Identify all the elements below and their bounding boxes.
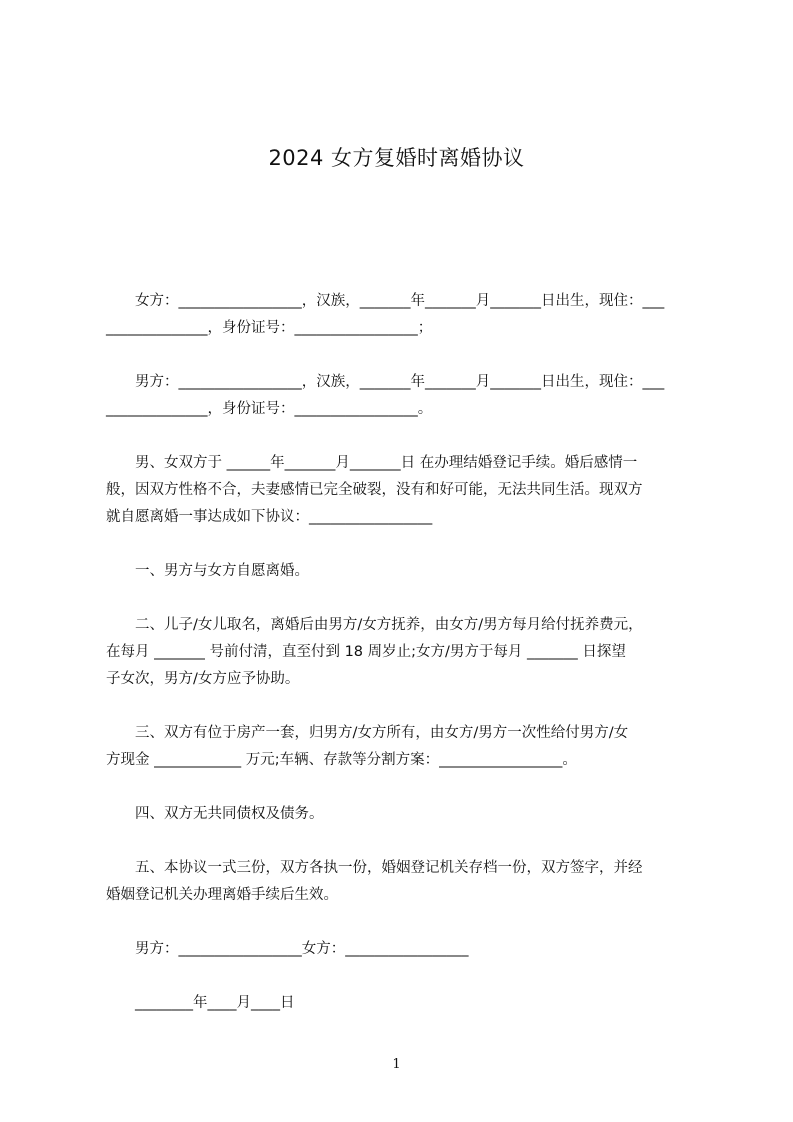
male-party-line-2: ______________，身份证号：_________________。 — [106, 401, 433, 417]
clause-1-line-1: 一、男方与女方自愿离婚。 — [106, 563, 309, 579]
signature-line: 男方：_________________女方：_________________ — [106, 941, 469, 957]
clause-4-line-1: 四、双方无共同债权及债务。 — [106, 806, 324, 822]
clause-3-line-2: 方现金 ____________ 万元;车辆、存款等分割方案：_________________。 — [106, 752, 577, 768]
preamble-line-2: 般，因双方性格不合，夫妻感情已完全破裂，没有和好可能，无法共同生活。现双方 — [106, 482, 643, 498]
female-party-line-2: ______________，身份证号：_________________； — [106, 320, 433, 336]
page-number: 1 — [392, 1057, 401, 1072]
male-party-line-1: 男方：_________________，汉族，_______年_______月_______日出生，现住：___ — [106, 374, 665, 390]
preamble-line-1: 男、女双方于 ______年_______月_______日 在办理结婚登记手续。婚后感情一 — [106, 455, 638, 471]
clause-2-line-2: 在每月 _______ 号前付清，直至付到 18 周岁止;女方/男方于每月 _______ 日探望 — [106, 644, 626, 660]
clause-3-line-1: 三、双方有位于房产一套，归男方/女方所有，由女方/男方一次性给付男方/女 — [106, 725, 629, 741]
clause-5-line-2: 婚姻登记机关办理离婚手续后生效。 — [106, 887, 338, 903]
clause-5-line-1: 五、本协议一式三份，双方各执一份，婚姻登记机关存档一份，双方签字，并经 — [106, 860, 643, 876]
female-party-line-1: 女方：_________________，汉族，_______年_______月_______日出生，现住：___ — [106, 293, 665, 309]
clause-2-line-3: 子女次，男方/女方应予协助。 — [106, 671, 300, 687]
clause-2-line-1: 二、儿子/女儿取名，离婚后由男方/女方抚养，由女方/男方每月给付抚养费元， — [106, 617, 643, 633]
date-line: ________年____月____日 — [106, 995, 295, 1011]
preamble-line-3: 就自愿离婚一事达成如下协议：_________________ — [106, 509, 433, 525]
document-title: 2024 女方复婚时离婚协议 — [268, 146, 525, 170]
